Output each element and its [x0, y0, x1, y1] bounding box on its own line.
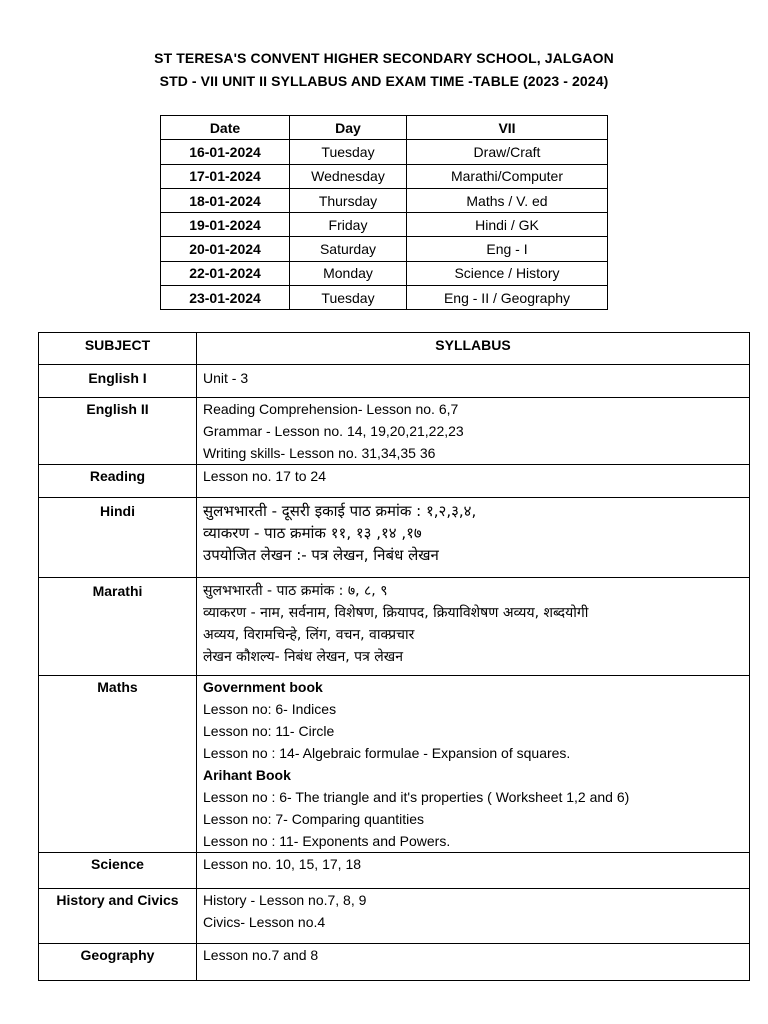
syllabus-table	[38, 332, 750, 981]
subject-name: English II	[39, 398, 197, 465]
syllabus-cell	[197, 465, 750, 498]
table-row	[39, 578, 750, 676]
syllabus-line: History - Lesson no.7, 8, 9	[203, 892, 367, 908]
table-row	[39, 676, 750, 853]
syllabus-line: Lesson no : 6- The triangle and it's properties ( Worksheet 1,2 and 6)	[203, 789, 630, 805]
syllabus-line: व्याकरण - नाम, सर्वनाम, विशेषण, क्रियापद, क्रियाविशेषण अव्यय, शब्दयोगी	[203, 605, 589, 621]
table-row	[161, 188, 608, 212]
syllabus-line: Reading Comprehension- Lesson no. 6,7	[203, 401, 459, 417]
column-header-class: VII	[407, 116, 608, 140]
syllabus-line: अव्यय, विरामचिन्हे, लिंग, वचन, वाक्प्रचार	[203, 627, 415, 643]
exam-day: Thursday	[290, 188, 407, 212]
table-row	[161, 261, 608, 285]
exam-day: Tuesday	[290, 286, 407, 310]
table-row	[161, 286, 608, 310]
column-header-syllabus: SYLLABUS	[197, 333, 750, 365]
syllabus-header-row	[39, 333, 750, 365]
table-row	[161, 164, 608, 188]
exam-date: 20-01-2024	[161, 237, 290, 261]
syllabus-line: Lesson no.7 and 8	[203, 947, 319, 963]
timetable-header-row	[161, 116, 608, 140]
syllabus-line: Writing skills- Lesson no. 31,34,35 36	[203, 445, 436, 461]
syllabus-cell	[197, 676, 750, 853]
exam-date: 16-01-2024	[161, 140, 290, 164]
syllabus-cell	[197, 889, 750, 944]
syllabus-cell	[197, 853, 750, 889]
subject-name: Marathi	[39, 578, 197, 676]
syllabus-line: Unit - 3	[203, 370, 249, 386]
exam-subject: Eng - II / Geography	[407, 286, 608, 310]
subject-name: English I	[39, 365, 197, 398]
table-row	[161, 140, 608, 164]
subject-name: Maths	[39, 676, 197, 853]
table-row	[161, 213, 608, 237]
table-row	[39, 365, 750, 398]
subject-name: Geography	[39, 944, 197, 981]
exam-day: Tuesday	[290, 140, 407, 164]
exam-date: 22-01-2024	[161, 261, 290, 285]
syllabus-book-heading: Government book	[203, 679, 323, 695]
subject-name: Science	[39, 853, 197, 889]
table-row	[39, 398, 750, 465]
table-row	[39, 853, 750, 889]
column-header-day: Day	[290, 116, 407, 140]
exam-day: Saturday	[290, 237, 407, 261]
syllabus-line: Lesson no: 11- Circle	[203, 723, 335, 739]
syllabus-line: Lesson no : 11- Exponents and Powers.	[203, 833, 451, 849]
syllabus-line: व्याकरण - पाठ क्रमांक ११, १३ ,१४ ,१७	[203, 524, 422, 542]
subject-name: History and Civics	[39, 889, 197, 944]
syllabus-line: लेखन कौशल्य- निबंध लेखन, पत्र लेखन	[203, 649, 403, 665]
syllabus-cell	[197, 498, 750, 578]
syllabus-book-heading: Arihant Book	[203, 767, 291, 783]
page-subtitle: STD - VII UNIT II SYLLABUS AND EXAM TIME -TABLE (2023 - 2024)	[159, 73, 609, 89]
syllabus-line: Lesson no. 17 to 24	[203, 468, 326, 484]
school-title: ST TERESA'S CONVENT HIGHER SECONDARY SCHOOL, JALGAON	[154, 50, 614, 66]
subject-name: Hindi	[39, 498, 197, 578]
column-header-date: Date	[161, 116, 290, 140]
syllabus-line: सुलभभारती - दूसरी इकाई पाठ क्रमांक : १,२,३,४,	[203, 502, 477, 520]
table-row	[39, 889, 750, 944]
exam-day: Friday	[290, 213, 407, 237]
exam-subject: Draw/Craft	[407, 140, 608, 164]
exam-subject: Maths / V. ed	[407, 188, 608, 212]
syllabus-cell	[197, 578, 750, 676]
syllabus-line: Lesson no: 7- Comparing quantities	[203, 811, 425, 827]
exam-date: 23-01-2024	[161, 286, 290, 310]
exam-day: Monday	[290, 261, 407, 285]
table-row	[39, 465, 750, 498]
syllabus-line: सुलभभारती - पाठ क्रमांक : ७, ८, ९	[203, 583, 388, 599]
exam-timetable	[160, 115, 608, 310]
syllabus-cell	[197, 398, 750, 465]
exam-day: Wednesday	[290, 164, 407, 188]
exam-subject: Eng - I	[407, 237, 608, 261]
syllabus-line: Lesson no: 6- Indices	[203, 701, 337, 717]
exam-date: 19-01-2024	[161, 213, 290, 237]
exam-date: 18-01-2024	[161, 188, 290, 212]
syllabus-line: Civics- Lesson no.4	[203, 914, 326, 930]
syllabus-line: Lesson no : 14- Algebraic formulae - Expansion of squares.	[203, 745, 571, 761]
exam-subject: Marathi/Computer	[407, 164, 608, 188]
syllabus-cell	[197, 944, 750, 981]
syllabus-line: Lesson no. 10, 15, 17, 18	[203, 856, 362, 872]
table-row	[39, 498, 750, 578]
syllabus-cell	[197, 365, 750, 398]
exam-subject: Hindi / GK	[407, 213, 608, 237]
column-header-subject: SUBJECT	[39, 333, 197, 365]
exam-date: 17-01-2024	[161, 164, 290, 188]
exam-subject: Science / History	[407, 261, 608, 285]
syllabus-line: उपयोजित लेखन :- पत्र लेखन, निबंध लेखन	[203, 546, 439, 564]
table-row	[161, 237, 608, 261]
subject-name: Reading	[39, 465, 197, 498]
table-row	[39, 944, 750, 981]
syllabus-line: Grammar - Lesson no. 14, 19,20,21,22,23	[203, 423, 464, 439]
